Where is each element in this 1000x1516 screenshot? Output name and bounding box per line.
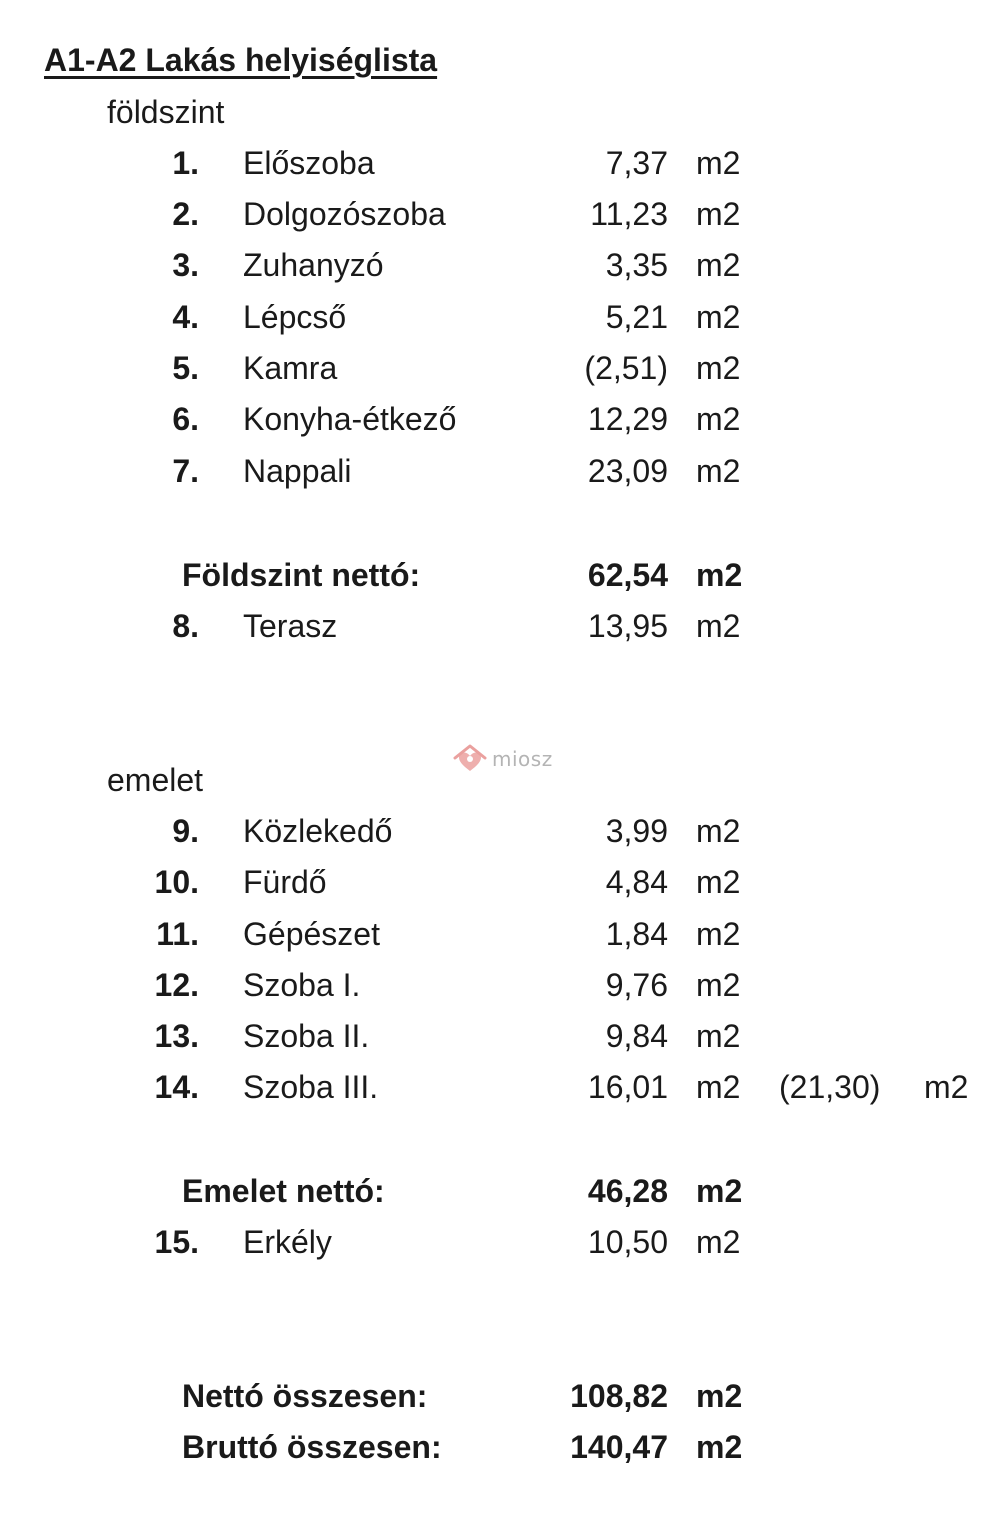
room-name: Szoba II. (243, 1018, 370, 1054)
room-name: Szoba III. (243, 1069, 379, 1105)
room-area: 11,23 (590, 196, 668, 232)
room-number: 7. (172, 453, 199, 489)
room-name: Szoba I. (243, 967, 361, 1003)
room-area: 3,35 (605, 247, 668, 283)
area-unit: m2 (696, 1173, 743, 1209)
room-number: 9. (172, 813, 199, 849)
room-number: 15. (154, 1224, 199, 1260)
room-name: Kamra (243, 350, 338, 386)
table-row (0, 196, 1000, 240)
gross-grand-total (0, 1429, 1000, 1473)
area-unit: m2 (696, 557, 743, 593)
area-unit: m2 (696, 196, 741, 232)
area-unit: m2 (696, 864, 741, 900)
table-row (0, 967, 1000, 1011)
room-number: 10. (154, 864, 199, 900)
room-area: 7,37 (605, 145, 668, 181)
table-row (0, 1069, 1000, 1113)
area-unit: m2 (696, 401, 741, 437)
area-unit: m2 (696, 299, 741, 335)
room-area: 9,84 (605, 1018, 668, 1054)
room-name: Terasz (243, 608, 338, 644)
room-area: 4,84 (605, 864, 668, 900)
total-area: 108,82 (570, 1378, 668, 1414)
area-unit: m2 (696, 247, 741, 283)
section-label-upper-floor: emelet (107, 762, 204, 798)
area-unit: m2 (696, 967, 741, 1003)
watermark-text: miosz (492, 747, 553, 771)
house-heart-icon (452, 742, 488, 776)
room-area: 1,84 (605, 916, 668, 952)
area-unit: m2 (696, 813, 741, 849)
room-number: 11. (156, 916, 199, 952)
table-row (0, 813, 1000, 857)
room-name: Erkély (243, 1224, 332, 1260)
table-row (0, 401, 1000, 445)
ground-floor-net-total (0, 557, 1000, 601)
room-number: 14. (154, 1069, 199, 1105)
room-name: Gépészet (243, 916, 380, 952)
room-number: 3. (172, 247, 199, 283)
table-row (0, 453, 1000, 497)
section-label-ground-floor: földszint (107, 94, 225, 130)
upper-floor-net-total (0, 1173, 1000, 1217)
total-label: Emelet nettó: (182, 1173, 385, 1209)
room-name: Zuhanyzó (243, 247, 384, 283)
room-number: 2. (172, 196, 199, 232)
room-extra-area: (21,30) (779, 1069, 881, 1105)
room-name: Közlekedő (243, 813, 393, 849)
area-unit: m2 (696, 350, 741, 386)
room-area: 3,99 (605, 813, 668, 849)
area-unit: m2 (924, 1069, 969, 1105)
room-area: 13,95 (587, 608, 668, 644)
room-number: 1. (172, 145, 199, 181)
room-area: 16,01 (587, 1069, 668, 1105)
room-name: Konyha-étkező (243, 401, 457, 437)
area-unit: m2 (696, 1378, 743, 1414)
total-label: Nettó összesen: (182, 1378, 428, 1414)
table-row (0, 1224, 1000, 1268)
area-unit: m2 (696, 1018, 741, 1054)
total-area: 140,47 (570, 1429, 668, 1465)
net-grand-total (0, 1378, 1000, 1422)
table-row (0, 350, 1000, 394)
room-area: 9,76 (605, 967, 668, 1003)
room-name: Lépcső (243, 299, 347, 335)
room-name: Fürdő (243, 864, 327, 900)
room-area: 5,21 (605, 299, 668, 335)
table-row (0, 145, 1000, 189)
total-area: 62,54 (587, 557, 668, 593)
total-area: 46,28 (587, 1173, 668, 1209)
area-unit: m2 (696, 1429, 743, 1465)
table-row (0, 916, 1000, 960)
room-area: (2,51) (584, 350, 668, 386)
room-area: 10,50 (587, 1224, 668, 1260)
table-row (0, 247, 1000, 291)
room-name: Előszoba (243, 145, 375, 181)
total-label: Bruttó összesen: (182, 1429, 442, 1465)
area-unit: m2 (696, 916, 741, 952)
room-number: 5. (172, 350, 199, 386)
total-label: Földszint nettó: (182, 557, 421, 593)
room-name: Nappali (243, 453, 352, 489)
area-unit: m2 (696, 453, 741, 489)
area-unit: m2 (696, 608, 741, 644)
room-number: 12. (154, 967, 199, 1003)
room-number: 4. (172, 299, 199, 335)
table-row (0, 608, 1000, 652)
page-title: A1-A2 Lakás helyiséglista (44, 42, 438, 78)
area-unit: m2 (696, 1224, 741, 1260)
watermark (452, 742, 553, 776)
room-name: Dolgozószoba (243, 196, 446, 232)
room-number: 8. (172, 608, 199, 644)
area-unit: m2 (696, 1069, 741, 1105)
room-number: 13. (154, 1018, 199, 1054)
room-area: 12,29 (587, 401, 668, 437)
room-area: 23,09 (587, 453, 668, 489)
table-row (0, 864, 1000, 908)
table-row (0, 299, 1000, 343)
room-number: 6. (172, 401, 199, 437)
area-unit: m2 (696, 145, 741, 181)
table-row (0, 1018, 1000, 1062)
